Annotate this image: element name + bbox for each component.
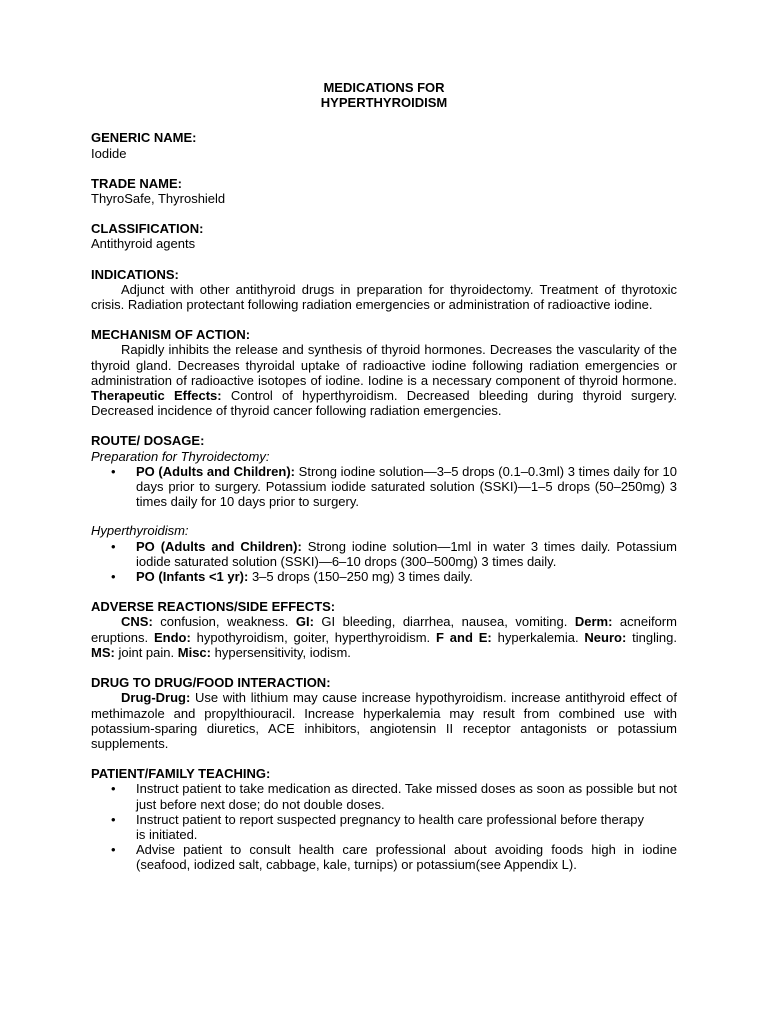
trade-name-value: ThyroSafe, Thyroshield — [91, 191, 226, 207]
neuro-text: tingling. — [632, 629, 677, 645]
list-item — [136, 464, 677, 510]
route-dosage-heading: ROUTE/ DOSAGE: — [91, 433, 205, 449]
classification-section — [91, 221, 677, 251]
teaching-section — [91, 766, 677, 872]
preparation-subheading: Preparation for Thyroidectomy: — [91, 448, 270, 464]
list-item — [136, 569, 677, 584]
therapeutic-effects-text: Control of hyperthyroidism. Decreased bleeding during thyroid surgery. Decreased incidence of thyroid cancer following radiation emergencies. — [91, 388, 677, 419]
generic-name-section — [91, 130, 677, 160]
misc-label: Misc: — [177, 644, 211, 660]
classification-heading: CLASSIFICATION: — [91, 221, 204, 237]
generic-name-heading: GENERIC NAME: — [91, 130, 197, 146]
gi-label: GI: — [295, 614, 314, 630]
list-item: • Advise patient to consult health care professional about avoiding foods high in iodine (seafood, iodized salt, cabbage, kale, turnips) or potassium(see Appendix L). — [136, 842, 677, 872]
dose-label: PO (Adults and Children): — [136, 538, 302, 554]
hyperthyroidism-subheading: Hyperthyroidism: — [91, 523, 189, 539]
ms-label: MS: — [91, 644, 115, 660]
trade-name-section — [91, 176, 677, 206]
list-item — [136, 812, 677, 842]
misc-text: hypersensitivity, iodism. — [214, 644, 351, 660]
adverse-reactions-text — [91, 614, 677, 660]
drug-drug-label: Drug-Drug: — [121, 690, 191, 706]
indications-text: Adjunct with other antithyroid drugs in preparation for thyroidectomy. Treatment of thyrotoxic crisis. Radiation protectant following radiation emergencies or administration of radioactive iodine. — [91, 281, 677, 313]
preparation-list — [91, 464, 677, 510]
neuro-label: Neuro: — [584, 629, 627, 645]
fe-label: F and E: — [436, 629, 492, 645]
mechanism-section — [91, 327, 677, 418]
hyperthyroidism-list — [91, 539, 677, 585]
dose-text: 3–5 drops (150–250 mg) 3 times daily. — [251, 569, 473, 585]
therapeutic-effects-label: Therapeutic Effects: — [91, 388, 222, 404]
dose-text: Strong iodine solution—3–5 drops (0.1–0.3ml) 3 times daily for 10 days prior to surgery. Potassium iodide saturated solution (SSKI)—1–5 drops (50–250mg) 3 times daily for 10 days prior to surgery. — [136, 463, 677, 510]
title-line-1: MEDICATIONS FOR — [323, 80, 445, 95]
mechanism-paragraph — [91, 342, 677, 418]
classification-value: Antithyroid agents — [91, 236, 196, 252]
interaction-paragraph — [91, 690, 677, 751]
generic-name-value: Iodide — [91, 145, 127, 161]
mechanism-text: Rapidly inhibits the release and synthesis of thyroid hormones. Decreases the vascularity of the thyroid gland. Decreases thyroidal uptake of radioactive iodine following radiation emergencies or administration of radioactive isotopes of iodine. Iodine is a necessary component of thyroid hormone. — [91, 342, 677, 388]
endo-label: Endo: — [153, 629, 191, 645]
route-dosage-section — [91, 433, 677, 584]
interaction-heading: DRUG TO DRUG/FOOD INTERACTION: — [91, 675, 331, 691]
indications-section — [91, 267, 677, 313]
spacer — [91, 509, 677, 523]
derm-label: Derm: — [574, 614, 613, 630]
adverse-reactions-heading: ADVERSE REACTIONS/SIDE EFFECTS: — [91, 599, 336, 615]
list-item: • Instruct patient to take medication as directed. Take missed doses as soon as possible but not just before next dose; do not double doses. — [136, 781, 677, 811]
dose-label: PO (Adults and Children): — [136, 463, 296, 479]
cns-text: confusion, weakness. — [160, 614, 289, 630]
endo-text: hypothyroidism, goiter, hyperthyroidism. — [196, 629, 431, 645]
teaching-item-2b: is initiated. — [136, 826, 198, 842]
teaching-list — [91, 781, 677, 872]
title-line-2: HYPERTHYROIDISM — [320, 95, 448, 111]
teaching-item-2a: • Instruct patient to report suspected pregnancy to health care professional before therapy — [136, 811, 645, 827]
derm-text: acneiform eruptions. — [91, 614, 677, 645]
trade-name-heading: TRADE NAME: — [91, 175, 182, 191]
cns-label: CNS: — [121, 614, 153, 630]
ms-text: joint pain. — [118, 644, 175, 660]
document-title — [91, 80, 677, 110]
dose-text: Strong iodine solution—1ml in water 3 times daily. Potassium iodide saturated solution (SSKI)—6–10 drops (300–500mg) 3 times daily. — [136, 538, 677, 569]
mechanism-heading: MECHANISM OF ACTION: — [91, 327, 251, 343]
teaching-heading: PATIENT/FAMILY TEACHING: — [91, 766, 271, 782]
drug-drug-text: Use with lithium may cause increase hypothyroidism. increase antithyroid effect of methimazole and propylthiouracil. Increase hyperkalemia may result from combined use with potassium-sparing diuretics, ACE inhibitors, angiotensin II receptor antagonists or potassium supplements. — [91, 690, 677, 751]
dose-label: PO (Infants <1 yr): — [136, 569, 249, 585]
fe-text: hyperkalemia. — [497, 629, 579, 645]
interaction-section — [91, 675, 677, 751]
list-item — [136, 539, 677, 569]
indications-heading: INDICATIONS: — [91, 266, 179, 282]
adverse-reactions-section — [91, 599, 677, 660]
gi-text: GI bleeding, diarrhea, nausea, vomiting. — [321, 614, 568, 630]
